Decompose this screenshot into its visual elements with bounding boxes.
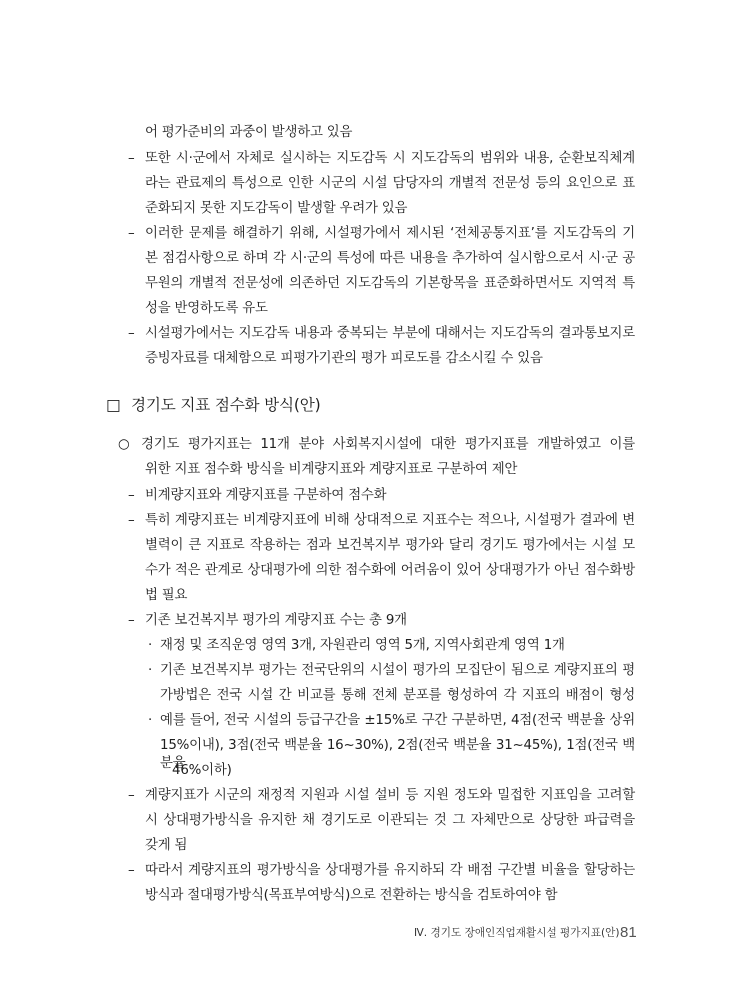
- text-line: 방식과 절대평가방식(목표부여방식)으로 전환하는 방식을 검토하여야 함: [145, 888, 558, 903]
- dash-bullet: –: [128, 226, 135, 241]
- text-line: 준화되지 못한 지도감독이 발생할 우려가 있음: [145, 201, 408, 216]
- text-line: 기존 보건복지부 평가의 계량지표 수는 총 9개: [145, 613, 407, 628]
- dot-bullet: ·: [148, 638, 153, 653]
- text-line: 특히 계량지표는 비계량지표에 비해 상대적으로 지표수는 적으나, 시설평가 결과에 변: [145, 513, 635, 528]
- text-line: 별력이 큰 지표로 작용하는 점과 보건복지부 평가와 달리 경기도 평가에서는 시설 모: [145, 538, 635, 553]
- text-line: 시 상대평가방식을 유지한 채 경기도로 이관되는 것 그 자체만으로 상당한 파급력을: [145, 813, 635, 828]
- text-line: 15%이내), 3점(전국 백분율 16~30%), 2점(전국 백분율 31~45%), 1점(전국 백분율: [160, 738, 635, 771]
- text-line: 재정 및 조직운영 영역 3개, 자원관리 영역 5개, 지역사회관계 영역 1개: [160, 638, 565, 653]
- page-number: 81: [620, 924, 637, 941]
- text-line: 가방법은 전국 시설 간 비교를 통해 전체 분포를 형성하여 각 지표의 배점이 형성: [160, 688, 635, 703]
- text-line: 46%이하): [172, 763, 232, 778]
- dash-bullet: –: [128, 151, 135, 166]
- text-line: 성을 반영하도록 유도: [145, 301, 268, 316]
- dash-bullet: –: [128, 613, 135, 628]
- text-line: 또한 시·군에서 자체로 실시하는 지도감독 시 지도감독의 범위와 내용, 순환보직체계: [145, 151, 635, 166]
- text-line: 기존 보건복지부 평가는 전국단위의 시설이 평가의 모집단이 됨으로 계량지표의 평: [160, 663, 635, 678]
- text-line: 라는 관료제의 특성으로 인한 시군의 시설 담당자의 개별적 전문성 등의 요인으로 표: [145, 176, 635, 191]
- text-line: 위한 지표 점수화 방식을 비계량지표와 계량지표로 구분하여 제안: [145, 462, 518, 477]
- dot-bullet: ·: [148, 663, 153, 678]
- text-line: 이러한 문제를 해결하기 위해, 시설평가에서 제시된 ‘전체공통지표’를 지도감독의 기: [145, 226, 635, 241]
- dash-bullet: –: [128, 863, 135, 878]
- text-line: 수가 적은 관계로 상대평가에 의한 점수화에 어려움이 있어 상대평가가 아닌 점수화방: [145, 563, 635, 578]
- text-line: 경기도 평가지표는 11개 분야 사회복지시설에 대한 평가지표를 개발하였고 이를: [141, 437, 635, 452]
- text-line: 증빙자료를 대체함으로 피평가기관의 평가 피로도를 감소시킬 수 있음: [145, 351, 543, 366]
- text-line: 시설평가에서는 지도감독 내용과 중복되는 부분에 대해서는 지도감독의 결과통보지로: [145, 326, 635, 341]
- text-line: 본 점검사항으로 하며 각 시·군의 특성에 따른 내용을 추가하여 실시함으로서 시·군 공: [145, 251, 635, 266]
- dash-bullet: –: [128, 513, 135, 528]
- text-line: 어 평가준비의 과중이 발생하고 있음: [145, 125, 353, 140]
- text-line: 갖게 됨: [145, 838, 188, 853]
- text-line: 비계량지표와 계량지표를 구분하여 점수화: [145, 488, 387, 503]
- section-box-bullet: □: [106, 396, 121, 414]
- text-line: 예를 들어, 전국 시설의 등급구간을 ±15%로 구간 구분하면, 4점(전국 백분율 상위: [160, 713, 635, 728]
- section-heading: 경기도 지표 점수화 방식(안): [131, 396, 321, 414]
- text-line: 무원의 개별적 전문성에 의존하던 지도감독의 기본항목을 표준화하면서도 지역적 특: [145, 276, 635, 291]
- circle-bullet: ○: [118, 437, 130, 452]
- text-line: 계량지표가 시군의 재정적 지원과 시설 설비 등 지원 정도와 밀접한 지표임을 고려할: [145, 788, 635, 803]
- dash-bullet: –: [128, 488, 135, 503]
- text-line: 따라서 계량지표의 평가방식을 상대평가를 유지하되 각 배점 구간별 비율을 할당하는: [145, 863, 635, 878]
- dot-bullet: ·: [148, 713, 153, 728]
- text-line: 법 필요: [145, 588, 188, 603]
- footer-chapter-title: Ⅳ. 경기도 장애인직업재활시설 평가지표(안): [414, 927, 620, 939]
- dash-bullet: –: [128, 788, 135, 803]
- dash-bullet: –: [128, 326, 135, 341]
